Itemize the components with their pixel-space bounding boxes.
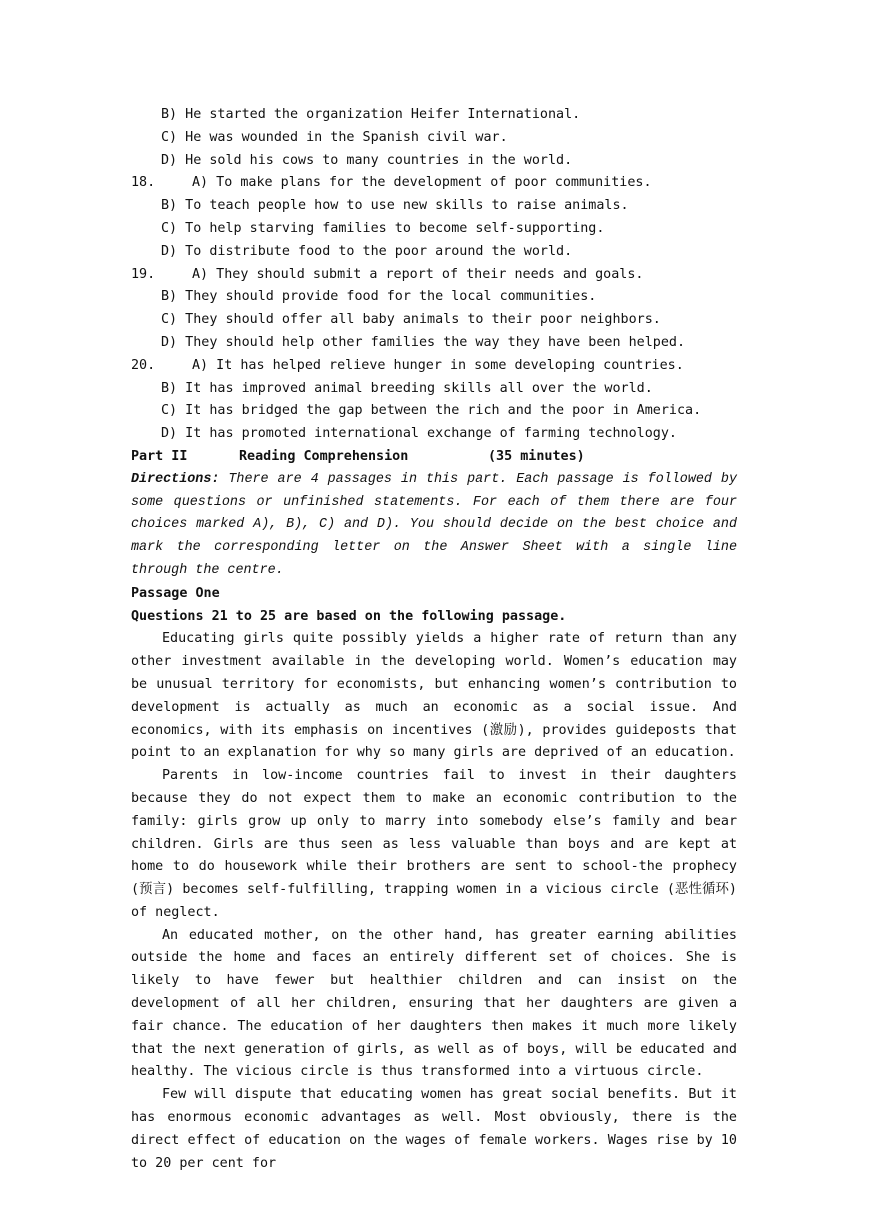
q19-number: 19. bbox=[131, 266, 156, 282]
questions-intro: Questions 21 to 25 are based on the following passage. bbox=[131, 608, 567, 624]
directions-label: Directions: bbox=[131, 471, 220, 487]
q19-option-a: A) They should submit a report of their needs and goals. bbox=[192, 266, 644, 282]
q20-option-a: A) It has helped relieve hunger in some developing countries. bbox=[192, 357, 684, 373]
q18-option-b: B) To teach people how to use new skills to raise animals. bbox=[161, 198, 629, 214]
passage-paragraph-4: Few will dispute that educating women has great social benefits. But it has enormous economic advantages as well. Most obviously, there is the direct effect of education on the wages of female workers. Wages rise by 10 to 20 per cent for bbox=[131, 1087, 737, 1171]
q19-option-c: C) They should offer all baby animals to their poor neighbors. bbox=[161, 312, 661, 328]
q19-first-line bbox=[131, 264, 737, 287]
q18-number: 18. bbox=[131, 175, 156, 191]
q20-option-c: C) It has bridged the gap between the rich and the poor in America. bbox=[161, 403, 702, 419]
q17-option-d: D) He sold his cows to many countries in the world. bbox=[161, 152, 573, 168]
part-name: Reading Comprehension bbox=[239, 448, 409, 464]
q18-option-a: A) To make plans for the development of poor communities. bbox=[192, 175, 652, 191]
passage-paragraph-1: Educating girls quite possibly yields a higher rate of return than any other investment available in the developing world. Women’s education may be unusual territory for economists, but enhancing women’s contribution to development is actually as much an economic as a social issue. And economics, with its emphasis on incentives (激励), provides guideposts that point to an explanation for why so many girls are deprived of an education. bbox=[131, 631, 737, 761]
document-page bbox=[131, 104, 737, 1175]
q20-number: 20. bbox=[131, 357, 156, 373]
passage-title: Passage One bbox=[131, 585, 220, 601]
passage-paragraph-2: Parents in low-income countries fail to invest in their daughters because they do not expect them to make an economic contribution to the family: girls grow up only to marry into somebody else’s family and bear children. Girls are thus seen as less valuable than boys and are kept at home to do housework while their brothers are sent to school-the prophecy (预言) becomes self-fulfilling, trapping women in a vicious circle (恶性循环) of neglect. bbox=[131, 768, 737, 920]
q20-option-d: D) It has promoted international exchange of farming technology. bbox=[161, 426, 677, 442]
directions bbox=[131, 469, 737, 583]
q18-option-d: D) To distribute food to the poor around the world. bbox=[161, 243, 573, 259]
q17-option-c: C) He was wounded in the Spanish civil war. bbox=[161, 129, 508, 145]
q17-option-b: B) He started the organization Heifer International. bbox=[161, 107, 581, 122]
q18-option-c: C) To help starving families to become self-supporting. bbox=[161, 220, 605, 236]
directions-text: There are 4 passages in this part. Each passage is followed by some questions or unfinished statements. For each of them there are four choices marked A), B), C) and D). You should decide on the best choice and mark the corresponding letter on the Answer Sheet with a single line through the centre. bbox=[131, 471, 737, 578]
passage-paragraph-3: An educated mother, on the other hand, has greater earning abilities outside the home and faces an entirely different set of choices. She is likely to have fewer but healthier children and can insist on the development of all her children, ensuring that her daughters are given a fair chance. The education of her daughters then makes it much more likely that the next generation of girls, as well as of boys, will be educated and healthy. The vicious circle is thus transformed into a virtuous circle. bbox=[131, 927, 737, 1080]
q20-first-line bbox=[131, 355, 737, 378]
part-time: (35 minutes) bbox=[488, 448, 585, 464]
q20-option-b: B) It has improved animal breeding skills all over the world. bbox=[161, 380, 653, 396]
q19-option-b: B) They should provide food for the local communities. bbox=[161, 289, 597, 305]
part-heading bbox=[131, 446, 737, 469]
q18-first-line bbox=[131, 172, 737, 195]
q19-option-d: D) They should help other families the way they have been helped. bbox=[161, 334, 686, 350]
part-label: Part II bbox=[131, 448, 188, 464]
